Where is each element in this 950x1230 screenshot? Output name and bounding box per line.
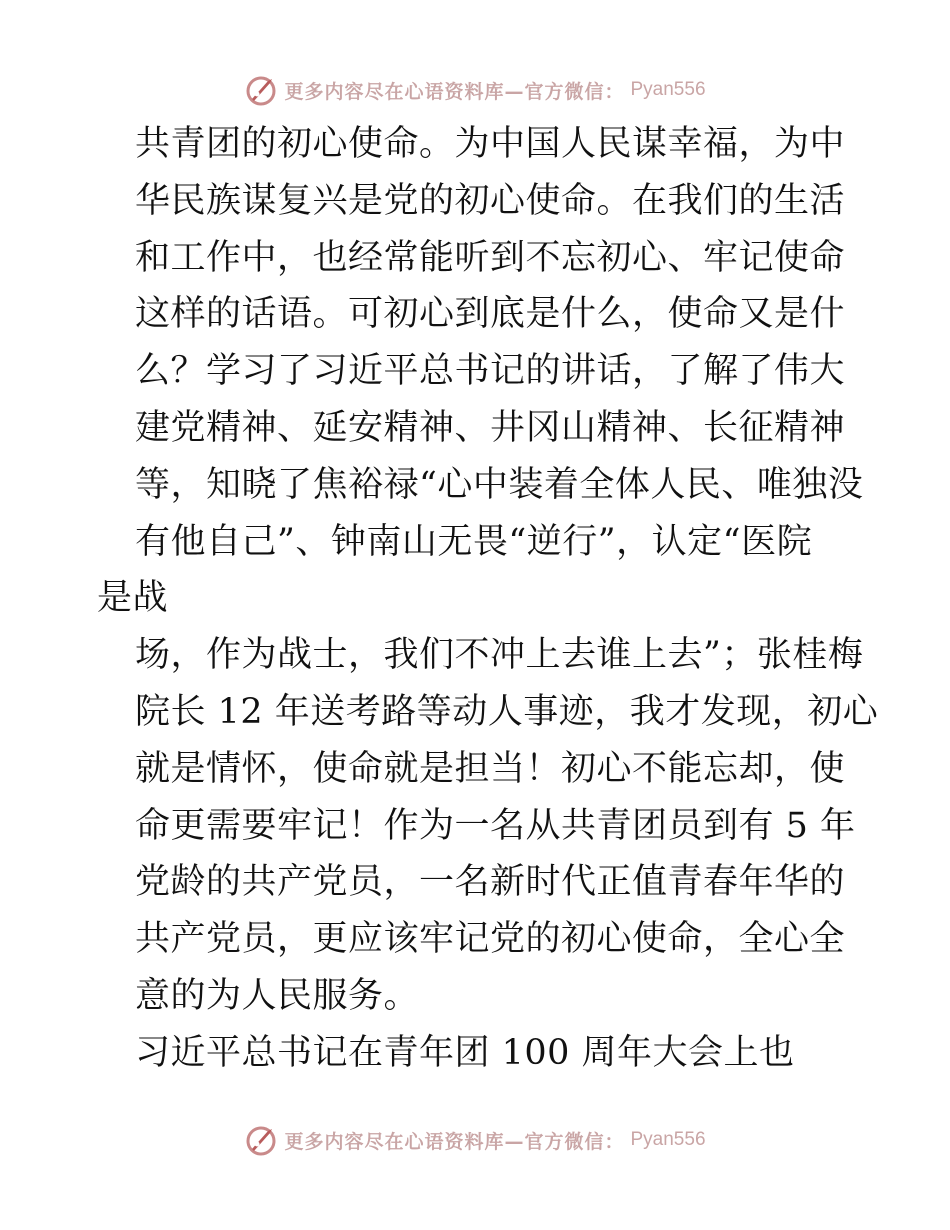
- text-line: 和工作中，也经常能听到不忘初心、牢记使命: [135, 237, 846, 278]
- text-line: 华民族谋复兴是党的初心使命。在我们的生活: [135, 180, 846, 221]
- watermark-text: 更多内容尽在心语资料库—官方微信：: [284, 80, 625, 103]
- header-watermark: [0, 72, 950, 108]
- quill-logo-icon: [244, 1123, 278, 1157]
- quill-logo-icon: [244, 73, 278, 107]
- text-line: 是战: [97, 578, 169, 619]
- text-line: 意的为人民服务。: [135, 976, 420, 1016]
- text-line: 场，作为战士，我们不冲上去谁上去”；张桂梅: [135, 635, 864, 676]
- text-line: 党龄的共产党员，一名新时代正值青春年华的: [135, 862, 846, 903]
- text-line: 共产党员，更应该牢记党的初心使命，全心全: [135, 919, 846, 960]
- text-line: 建党精神、延安精神、井冈山精神、长征精神: [135, 408, 846, 448]
- text-line: 院长 12 年送考路等动人事迹，我才发现，初心: [135, 692, 879, 732]
- watermark-text: 更多内容尽在心语资料库—官方微信：: [284, 1130, 625, 1153]
- text-line: 这样的话语。可初心到底是什么，使命又是什: [135, 294, 846, 335]
- text-line: 共青团的初心使命。为中国人民谋幸福，为中: [135, 124, 846, 164]
- watermark-wechat-id: Pyan556: [630, 79, 706, 100]
- text-line: 等，知晓了焦裕禄“心中装着全体人民、唯独没: [135, 464, 864, 505]
- text-line: 命更需要牢记！作为一名从共青团员到有 5 年: [135, 805, 856, 846]
- text-line: 么？学习了习近平总书记的讲话，了解了伟大: [135, 351, 846, 392]
- footer-watermark: [0, 1122, 950, 1158]
- watermark-wechat-id: Pyan556: [630, 1129, 706, 1150]
- text-line: 就是情怀，使命就是担当！初心不能忘却，使: [135, 748, 846, 789]
- text-line: 有他自己”、钟南山无畏“逆行”，认定“医院: [135, 521, 813, 562]
- text-line: 习近平总书记在青年团 100 周年大会上也: [135, 1032, 795, 1073]
